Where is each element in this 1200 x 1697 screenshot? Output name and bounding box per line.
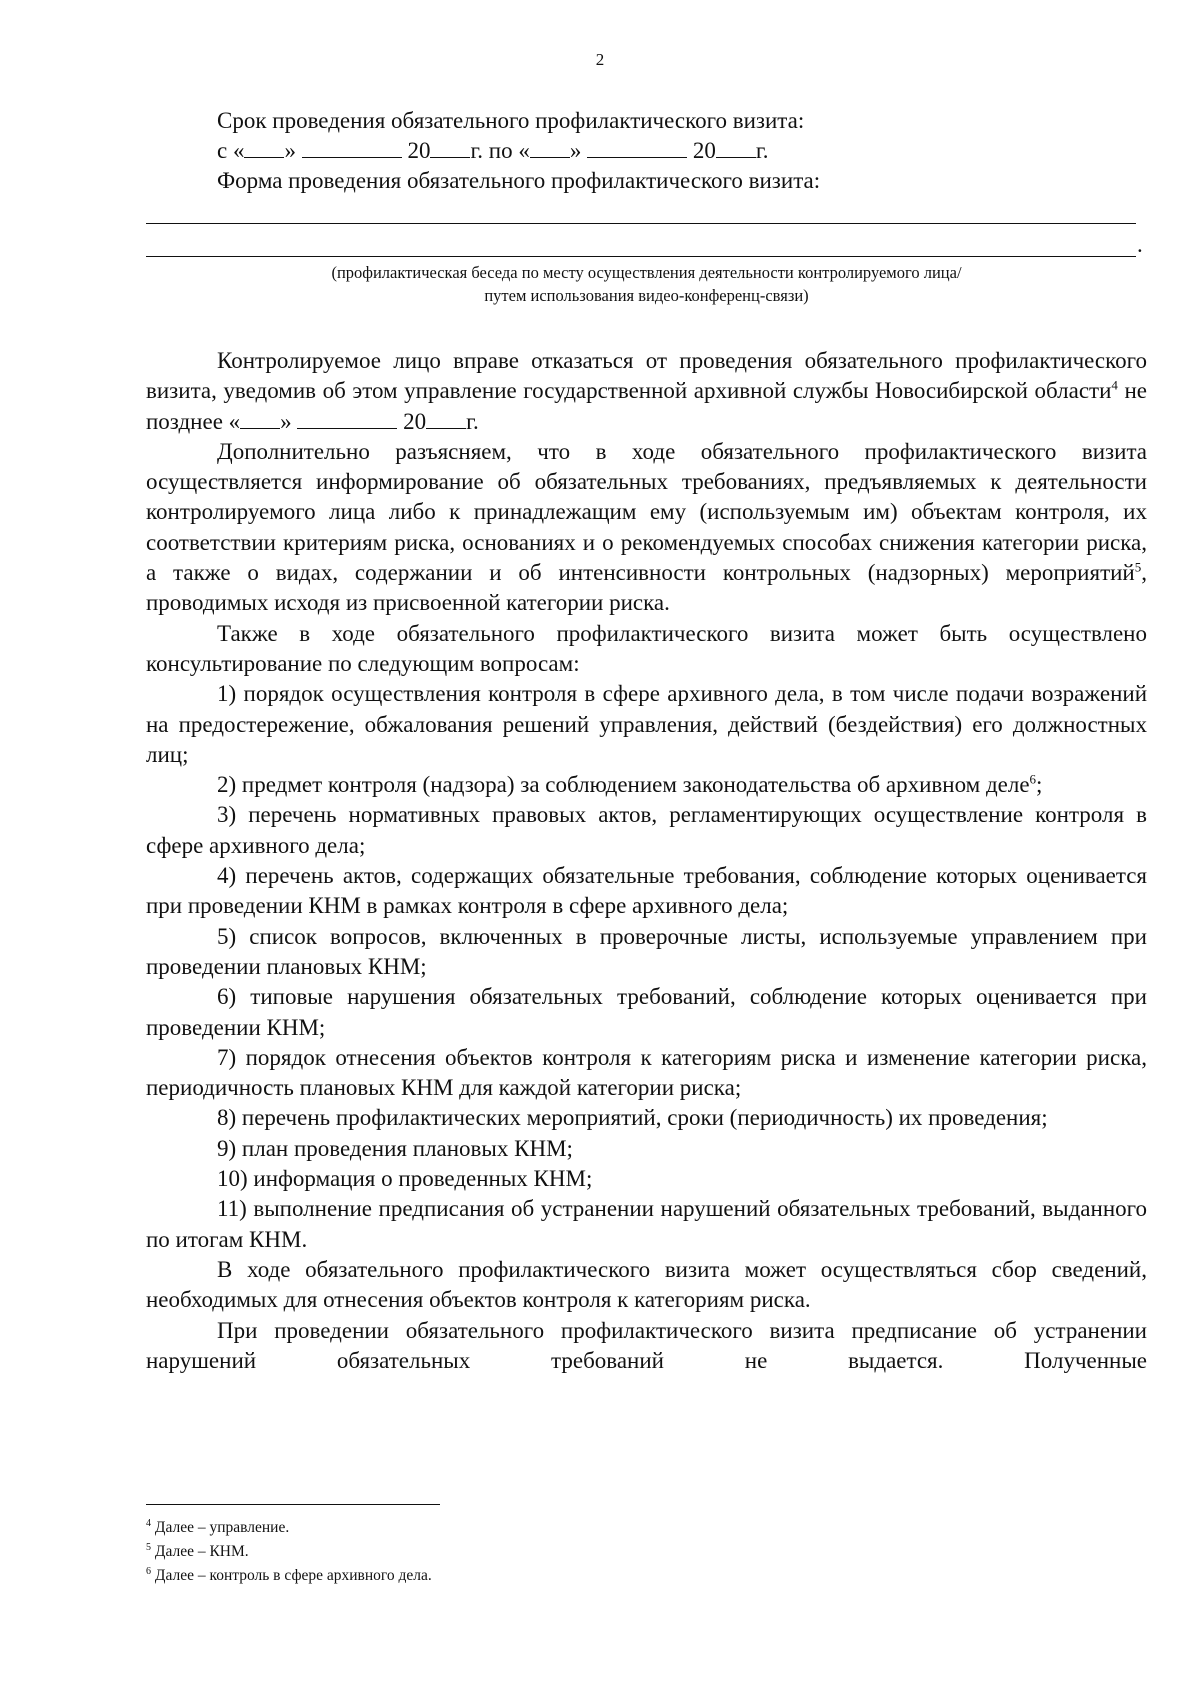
footnote-4-mark: 4: [146, 1517, 151, 1529]
quote-close-1: »: [284, 138, 296, 163]
list-item-7: 7) порядок отнесения объектов контроля к категориям риска и изменение категории риска, периодичность плановых КНМ для каждой категории риска;: [146, 1044, 1147, 1101]
footnote-ref-4: 4: [1111, 377, 1118, 393]
paragraph-no-order: При проведении обязательного профилактического визита предписание об устранении нарушений обязательных требований не выдается. Полученные: [146, 1317, 1147, 1373]
list-item-5: 5) список вопросов, включенных в проверочные листы, используемые управлением при проведении плановых КНМ;: [146, 923, 1147, 979]
page-number: 2: [595, 50, 605, 69]
list-item-2: [146, 770, 1147, 800]
list-item-9: 9) план проведения плановых КНМ;: [217, 1135, 573, 1161]
list-item-11: 11) выполнение предписания об устранении нарушений обязательных требований, выданного по итогам КНМ.: [146, 1196, 1147, 1252]
list-item-8: 8) перечень профилактических мероприятий, сроки (периодичность) их проведения;: [217, 1105, 1048, 1131]
form-label: Форма проведения обязательного профилактического визита:: [217, 168, 821, 193]
footnote-separator: [146, 1504, 440, 1505]
term-dates-line: [217, 136, 768, 165]
list-item-1: 1) порядок осуществления контроля в сфере архивного дела, в том числе подачи возражений на предостережение, обжалования решений управления, действий (бездействия) его должностных лиц;: [146, 681, 1147, 767]
list-item-2-text: 2) предмет контроля (надзора) за соблюдением законодательства об архивном деле: [217, 772, 1030, 798]
quote-close-2: »: [569, 138, 582, 163]
term-label: Срок проведения обязательного профилактического визита:: [217, 108, 805, 133]
paragraph-refusal-deadline: не позднее «: [146, 378, 1147, 434]
deadline-year-suffix: г.: [466, 408, 479, 434]
deadline-year-blank: [426, 409, 466, 429]
day-blank-2: [530, 138, 570, 158]
form-line-end: .: [1137, 232, 1143, 257]
paragraph-informing: [146, 437, 1147, 619]
body-text: [146, 346, 1147, 1376]
list-item-10: 10) информация о проведенных КНМ;: [217, 1166, 593, 1192]
paragraph-data-collection: В ходе обязательного профилактического визита может осуществляться сбор сведений, необходимых для отнесения объектов контроля к категориям риска.: [146, 1256, 1147, 1313]
deadline-day-blank: [240, 409, 280, 429]
list-item-3: 3) перечень нормативных правовых актов, регламентирующих осуществление контроля в сфере архивного дела;: [146, 802, 1147, 858]
paragraph-refusal: [146, 346, 1147, 437]
day-blank-1: [244, 138, 284, 158]
term-from-prefix: с «: [217, 138, 245, 163]
list-item-2-end: ;: [1036, 772, 1043, 798]
list-item-6: 6) типовые нарушения обязательных требований, соблюдение которых оценивается при проведении КНМ;: [146, 984, 1147, 1040]
footnote-ref-5: 5: [1134, 559, 1142, 575]
month-blank-1: [302, 138, 402, 158]
footnote-4-text: Далее – управление.: [151, 1519, 290, 1536]
year-end-suffix: г.: [755, 138, 769, 163]
year-blank-2: [716, 138, 756, 158]
footnote-6: [146, 1566, 432, 1586]
paragraph-refusal-text: Контролируемое лицо вправе отказаться от проведения обязательного профилактического визита, уведомив об этом управление государственной архивной службы Новосибирской области: [146, 348, 1147, 404]
year-prefix-2: 20: [692, 138, 716, 163]
form-fill-line-1: [146, 223, 1136, 224]
footnote-6-text: Далее – контроль в сфере архивного дела.: [151, 1567, 432, 1584]
deadline-month-blank: [297, 409, 397, 429]
footnote-5-mark: 5: [146, 1541, 151, 1553]
footnote-ref-6: 6: [1029, 771, 1037, 787]
footnote-5: [146, 1542, 249, 1562]
year-blank-1: [430, 138, 470, 158]
paragraph-informing-end: , проводимых исходя из присвоенной категории риска.: [146, 560, 1147, 616]
term-to-prefix: г. по «: [470, 138, 530, 163]
paragraph-informing-text: Дополнительно разъясняем, что в ходе обязательного профилактического визита осуществляется информирование об обязательных требованиях, предъявляемых к деятельности контролируемого лица либо к принадлежащим ему (используемым им) объектам контроля, их соответствии критериям риска, основаниях и о рекомендуемых способах снижения категории риска, а также о видах, содержании и об интенсивности контрольных (надзорных) мероприятий: [146, 438, 1147, 586]
footnote-5-text: Далее – КНМ.: [151, 1543, 249, 1560]
footnote-6-mark: 6: [146, 1565, 151, 1577]
form-caption-line-1: (профилактическая беседа по месту осуществления деятельности контролируемого лица/: [331, 263, 962, 282]
deadline-year-prefix: 20: [397, 408, 427, 434]
form-caption-line-2: путем использования видео-конференц-связи): [484, 286, 809, 305]
paragraph-consulting: Также в ходе обязательного профилактического визита может быть осуществлено консультирование по следующим вопросам:: [146, 620, 1147, 676]
deadline-quote-close: »: [280, 408, 292, 434]
footnote-4: [146, 1518, 289, 1538]
month-blank-2: [587, 138, 687, 158]
form-fill-line-2: [146, 256, 1136, 257]
list-item-4: 4) перечень актов, содержащих обязательные требования, соблюдение которых оценивается при проведении КНМ в рамках контроля в сфере архивного дела;: [146, 863, 1147, 919]
year-prefix-1: 20: [407, 138, 431, 163]
